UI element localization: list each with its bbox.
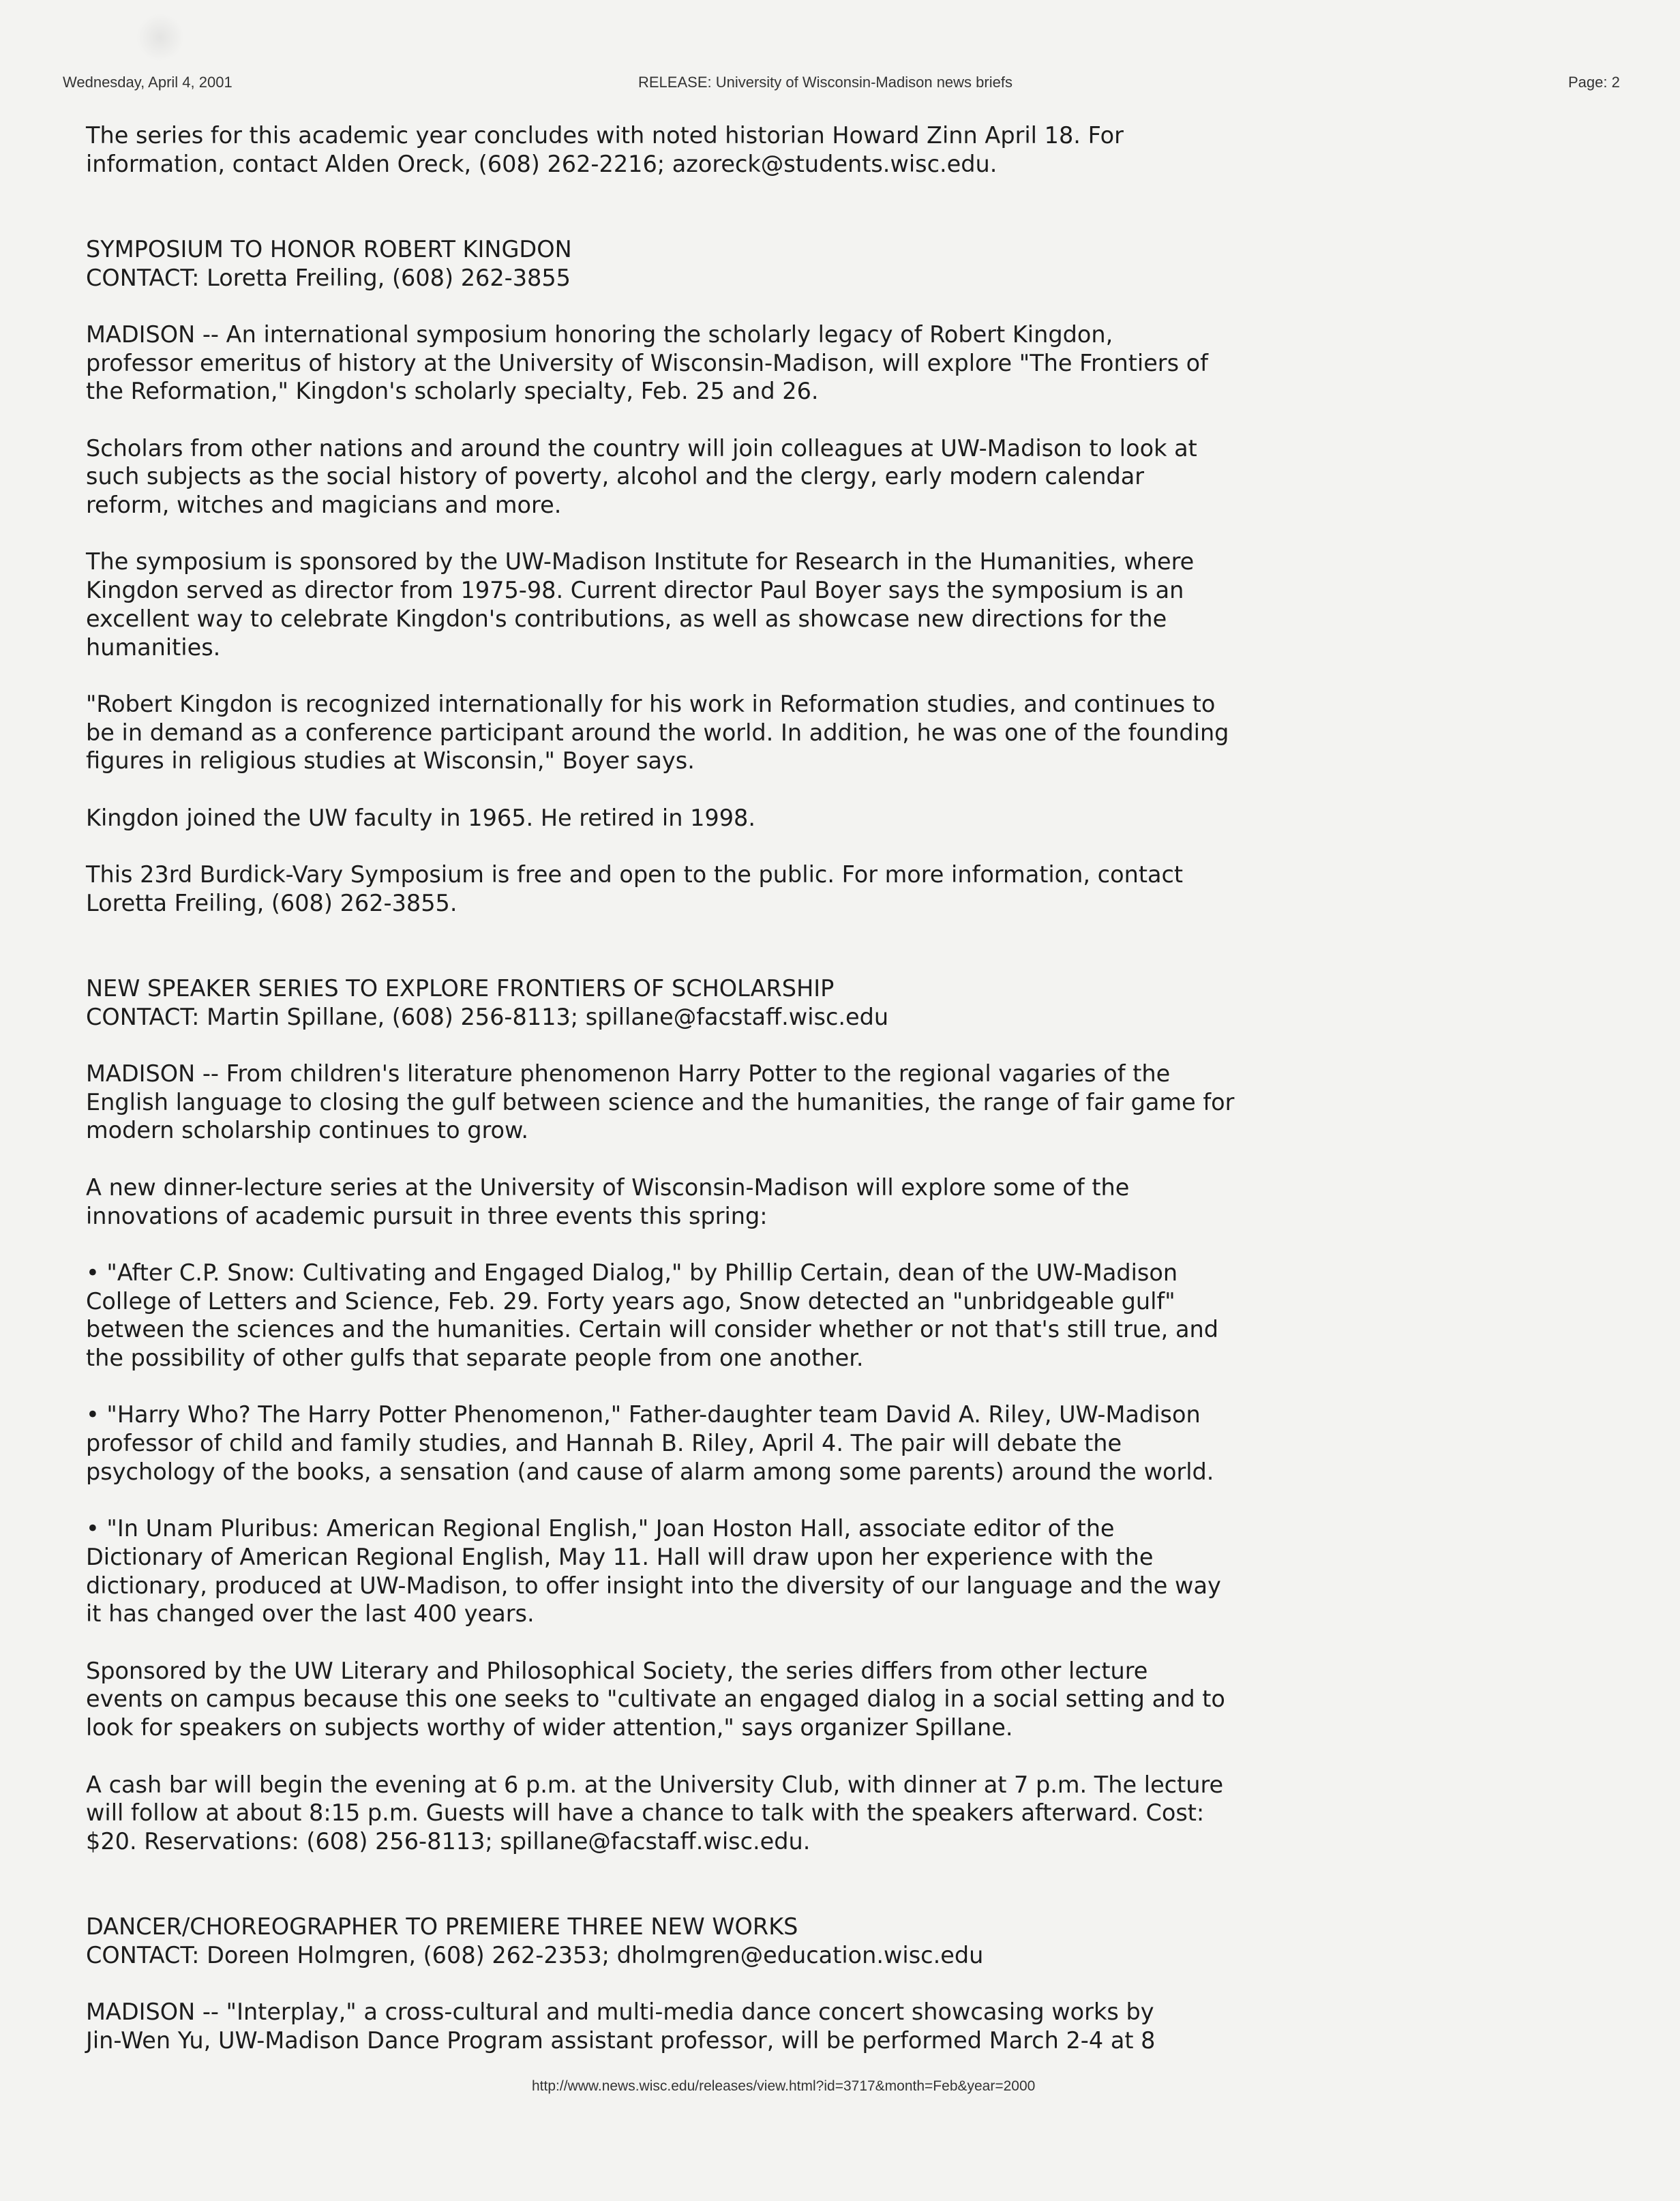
header-release: RELEASE: University of Wisconsin-Madison news briefs: [638, 74, 1012, 91]
section-paragraph: MADISON -- "Interplay," a cross-cultural and multi-media dance concert showcasing works by Jin-Wen Yu, UW-Madison Dance Program assistant professor, will be performed March 2-4 at 8: [86, 1998, 1156, 2054]
document-body: [86, 121, 1381, 2083]
section-paragraph: Sponsored by the UW Literary and Philosophical Society, the series differs from other lecture events on campus because this one seeks to "cultivate an engaged dialog in a social setting and to look for speakers on subjects worthy of wider attention," says organizer Spillane.: [86, 1657, 1225, 1741]
section-contact: CONTACT: Doreen Holmgren, (608) 262-2353; dholmgren@education.wisc.edu: [86, 1941, 984, 1968]
section-paragraph: This 23rd Burdick-Vary Symposium is free and open to the public. For more information, contact Loretta Freiling, (608) 262-3855.: [86, 861, 1184, 916]
section-paragraph: MADISON -- From children's literature phenomenon Harry Potter to the regional vagaries of the English language to closing the gulf between science and the humanities, the range of fair game for modern scholarship continues to grow.: [86, 1060, 1235, 1144]
bullet-item: • "After C.P. Snow: Cultivating and Engaged Dialog," by Phillip Certain, dean of the UW-Madison College of Letters and Science, Feb. 29. Forty years ago, Snow detected an "unbridgeable gulf" between the sciences and the humanities. Certain will consider whether or not that's still true, and the possibility of other gulfs that separate people from one another.: [86, 1259, 1218, 1372]
news-brief-speaker-series: [86, 974, 1381, 1856]
header-date: Wednesday, April 4, 2001: [63, 74, 232, 91]
section-heading: DANCER/CHOREOGRAPHER TO PREMIERE THREE NEW WORKS: [86, 1913, 798, 1941]
section-contact: CONTACT: Martin Spillane, (608) 256-8113; spillane@facstaff.wisc.edu: [86, 1003, 889, 1030]
intro-paragraph: The series for this academic year concludes with noted historian Howard Zinn April 18. For information, contact Alden Oreck, (608) 262-2216; azoreck@students.wisc.edu.: [86, 122, 1124, 177]
bullet-item: • "In Unam Pluribus: American Regional English," Joan Hoston Hall, associate editor of the Dictionary of American Regional English, May 11. Hall will draw upon her experience with the dictionary, produced at UW-Madison, to offer insight into the diversity of our language and the way it has changed over the last 400 years.: [86, 1515, 1221, 1628]
footer-url: http://www.news.wisc.edu/releases/view.html?id=3717&month=Feb&year=2000: [532, 2078, 1036, 2094]
bullet-item: • "Harry Who? The Harry Potter Phenomenon," Father-daughter team David A. Riley, UW-Madison professor of child and family studies, and Hannah B. Riley, April 4. The pair will debate the psychology of the books, a sensation (and cause of alarm among some parents) around the world.: [86, 1401, 1214, 1485]
section-paragraph: Kingdon joined the UW faculty in 1965. He retired in 1998.: [86, 804, 756, 831]
section-contact: CONTACT: Loretta Freiling, (608) 262-3855: [86, 264, 571, 291]
section-paragraph: MADISON -- An international symposium honoring the scholarly legacy of Robert Kingdon, professor emeritus of history at the University of Wisconsin-Madison, will explore "The Frontiers of the Reformation," Kingdon's scholarly specialty, Feb. 25 and 26.: [86, 320, 1208, 405]
section-paragraph: A new dinner-lecture series at the University of Wisconsin-Madison will explore some of the innovations of academic pursuit in three events this spring:: [86, 1173, 1130, 1229]
section-paragraph: A cash bar will begin the evening at 6 p.m. at the University Club, with dinner at 7 p.m. The lecture will follow at about 8:15 p.m. Guests will have a chance to talk with the speakers afterward. Cost: $20. Reservations: (608) 256-8113; spillane@facstaff.wisc.edu.: [86, 1771, 1224, 1855]
news-brief-kingdon-symposium: [86, 235, 1381, 918]
section-heading: NEW SPEAKER SERIES TO EXPLORE FRONTIERS OF SCHOLARSHIP: [86, 974, 835, 1002]
news-brief-dance-premiere: [86, 1913, 1381, 2055]
section-paragraph: "Robert Kingdon is recognized internationally for his work in Reformation studies, and continues to be in demand as a conference participant around the world. In addition, he was one of the founding figures in religious studies at Wisconsin," Boyer says.: [86, 690, 1229, 775]
section-paragraph: Scholars from other nations and around the country will join colleagues at UW-Madison to look at such subjects as the social history of poverty, alcohol and the clergy, early modern calendar reform, witches and magicians and more.: [86, 434, 1197, 519]
scan-smudge: [136, 14, 184, 61]
header-page-number: Page: 2: [1568, 74, 1620, 91]
section-heading: SYMPOSIUM TO HONOR ROBERT KINGDON: [86, 235, 572, 263]
section-paragraph: The symposium is sponsored by the UW-Madison Institute for Research in the Humanities, where Kingdon served as director from 1975-98. Current director Paul Boyer says the symposium is an excellent way to celebrate Kingdon's contributions, as well as showcase new directions for the humanities.: [86, 548, 1195, 661]
